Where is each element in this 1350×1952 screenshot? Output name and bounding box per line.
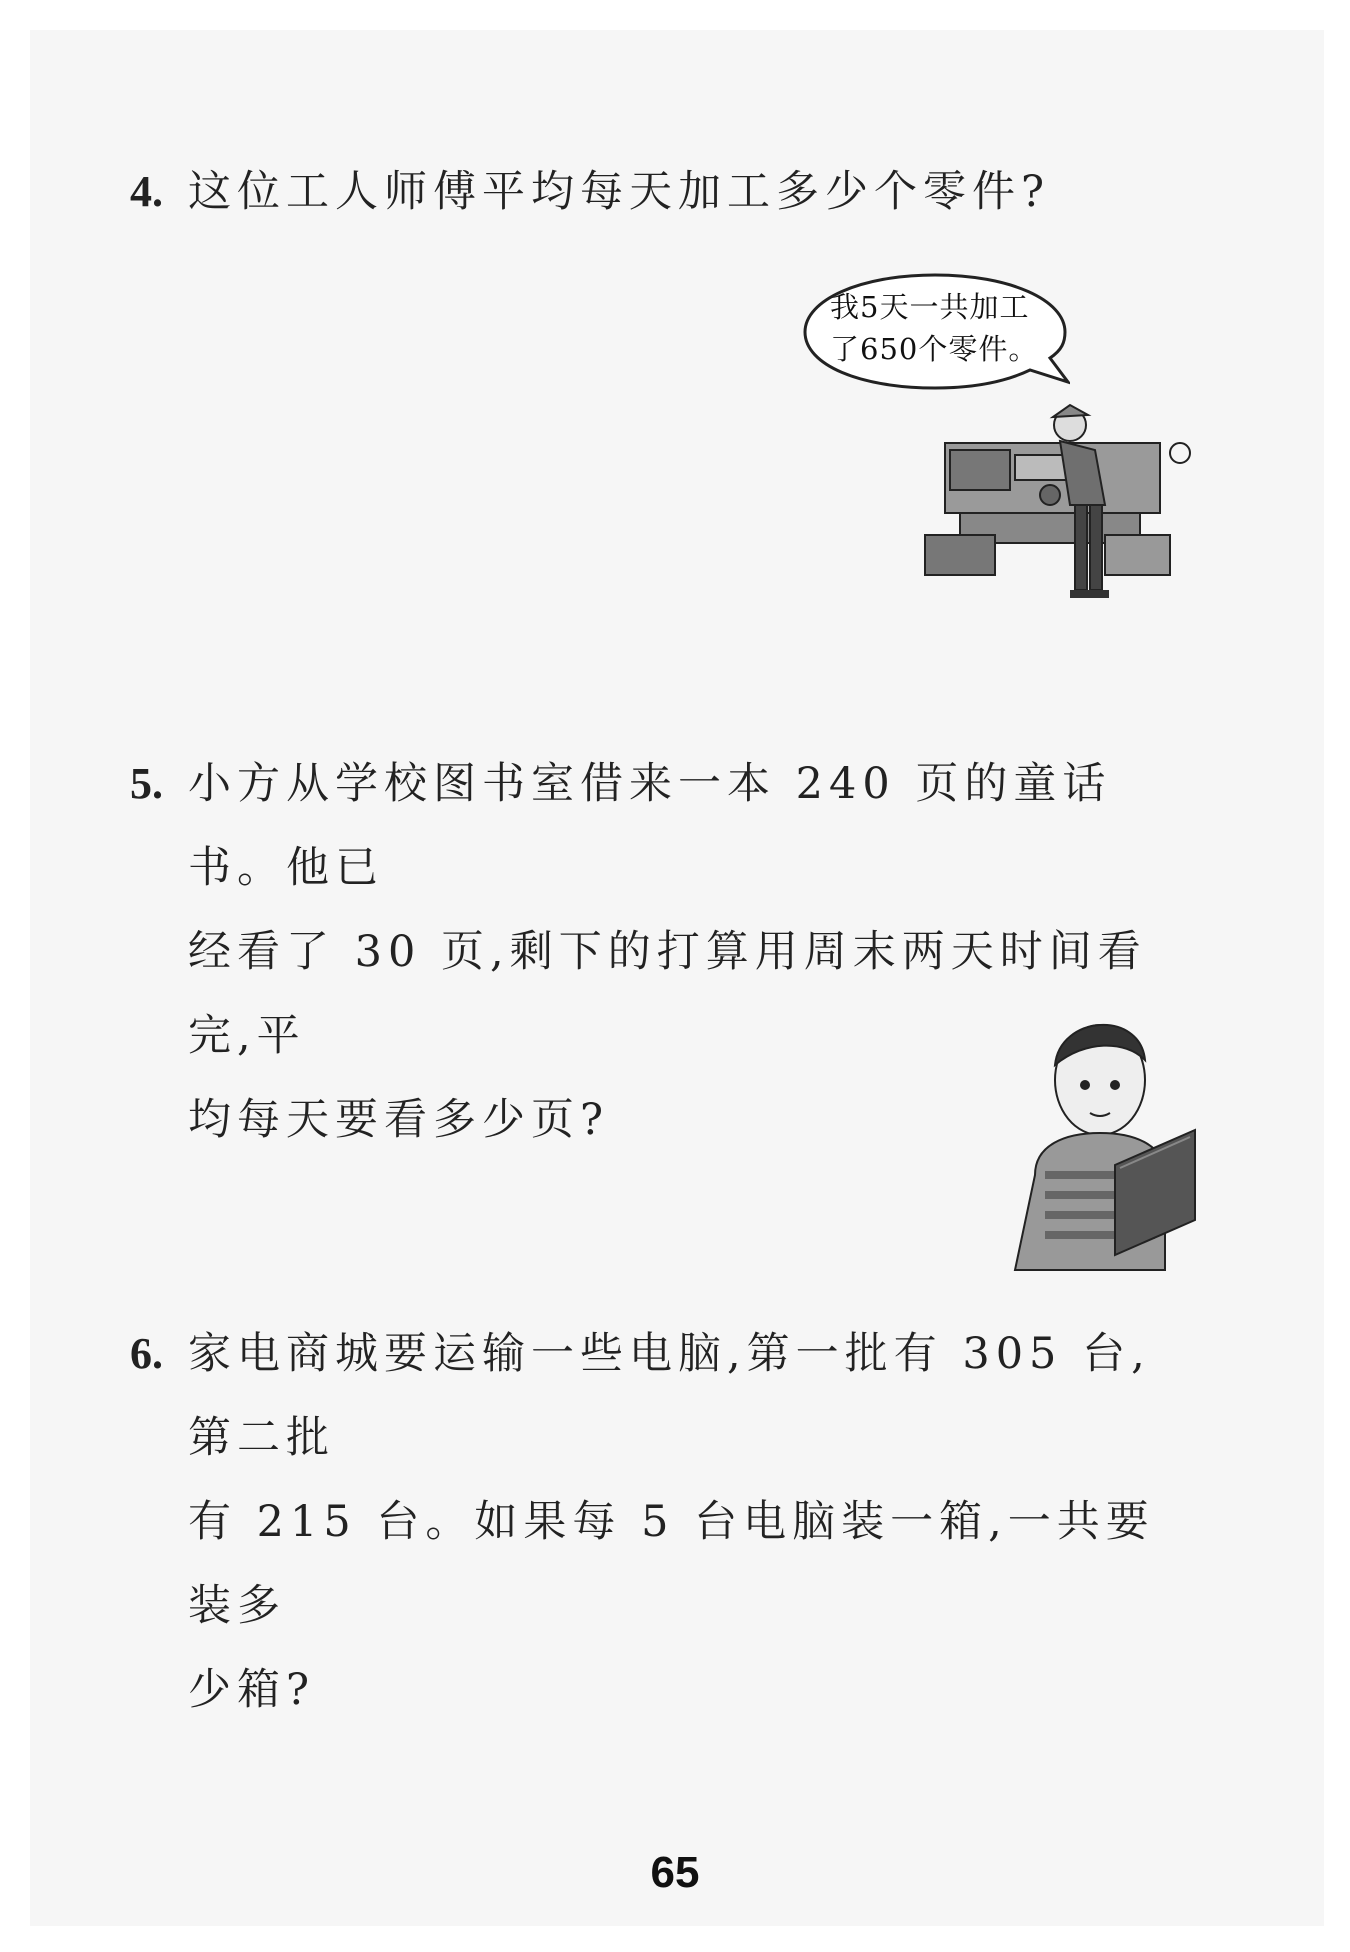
problem-line: 家电商城要运输一些电脑,第一批有 305 台,第二批 xyxy=(188,1329,1151,1463)
problem-6 xyxy=(130,1312,1190,1732)
problem-line: 有 215 台。如果每 5 台电脑装一箱,一共要装多 xyxy=(188,1497,1155,1631)
problem-number: 5. xyxy=(130,759,163,808)
problem-number: 4. xyxy=(130,167,163,216)
problem-text xyxy=(188,150,1190,234)
page-number: 65 xyxy=(650,1848,700,1897)
speech-bubble xyxy=(800,270,1070,395)
problem-text xyxy=(188,1312,1190,1732)
problem-line: 小方从学校图书室借来一本 240 页的童话书。他已 xyxy=(188,759,1112,893)
boy-reading-illustration xyxy=(1005,1005,1205,1275)
bubble-line: 了650个零件。 xyxy=(830,332,1039,366)
problem-line: 均每天要看多少页? xyxy=(188,1095,610,1145)
problem-line: 少箱? xyxy=(188,1665,316,1715)
problem-line: 经看了 30 页,剩下的打算用周末两天时间看完,平 xyxy=(188,927,1147,1061)
bubble-line: 我5天一共加工 xyxy=(830,290,1030,324)
lathe-worker-illustration xyxy=(920,395,1200,615)
problem-number: 6. xyxy=(130,1329,163,1378)
problem-4 xyxy=(130,150,1190,234)
problem-line: 这位工人师傅平均每天加工多少个零件? xyxy=(188,167,1051,217)
